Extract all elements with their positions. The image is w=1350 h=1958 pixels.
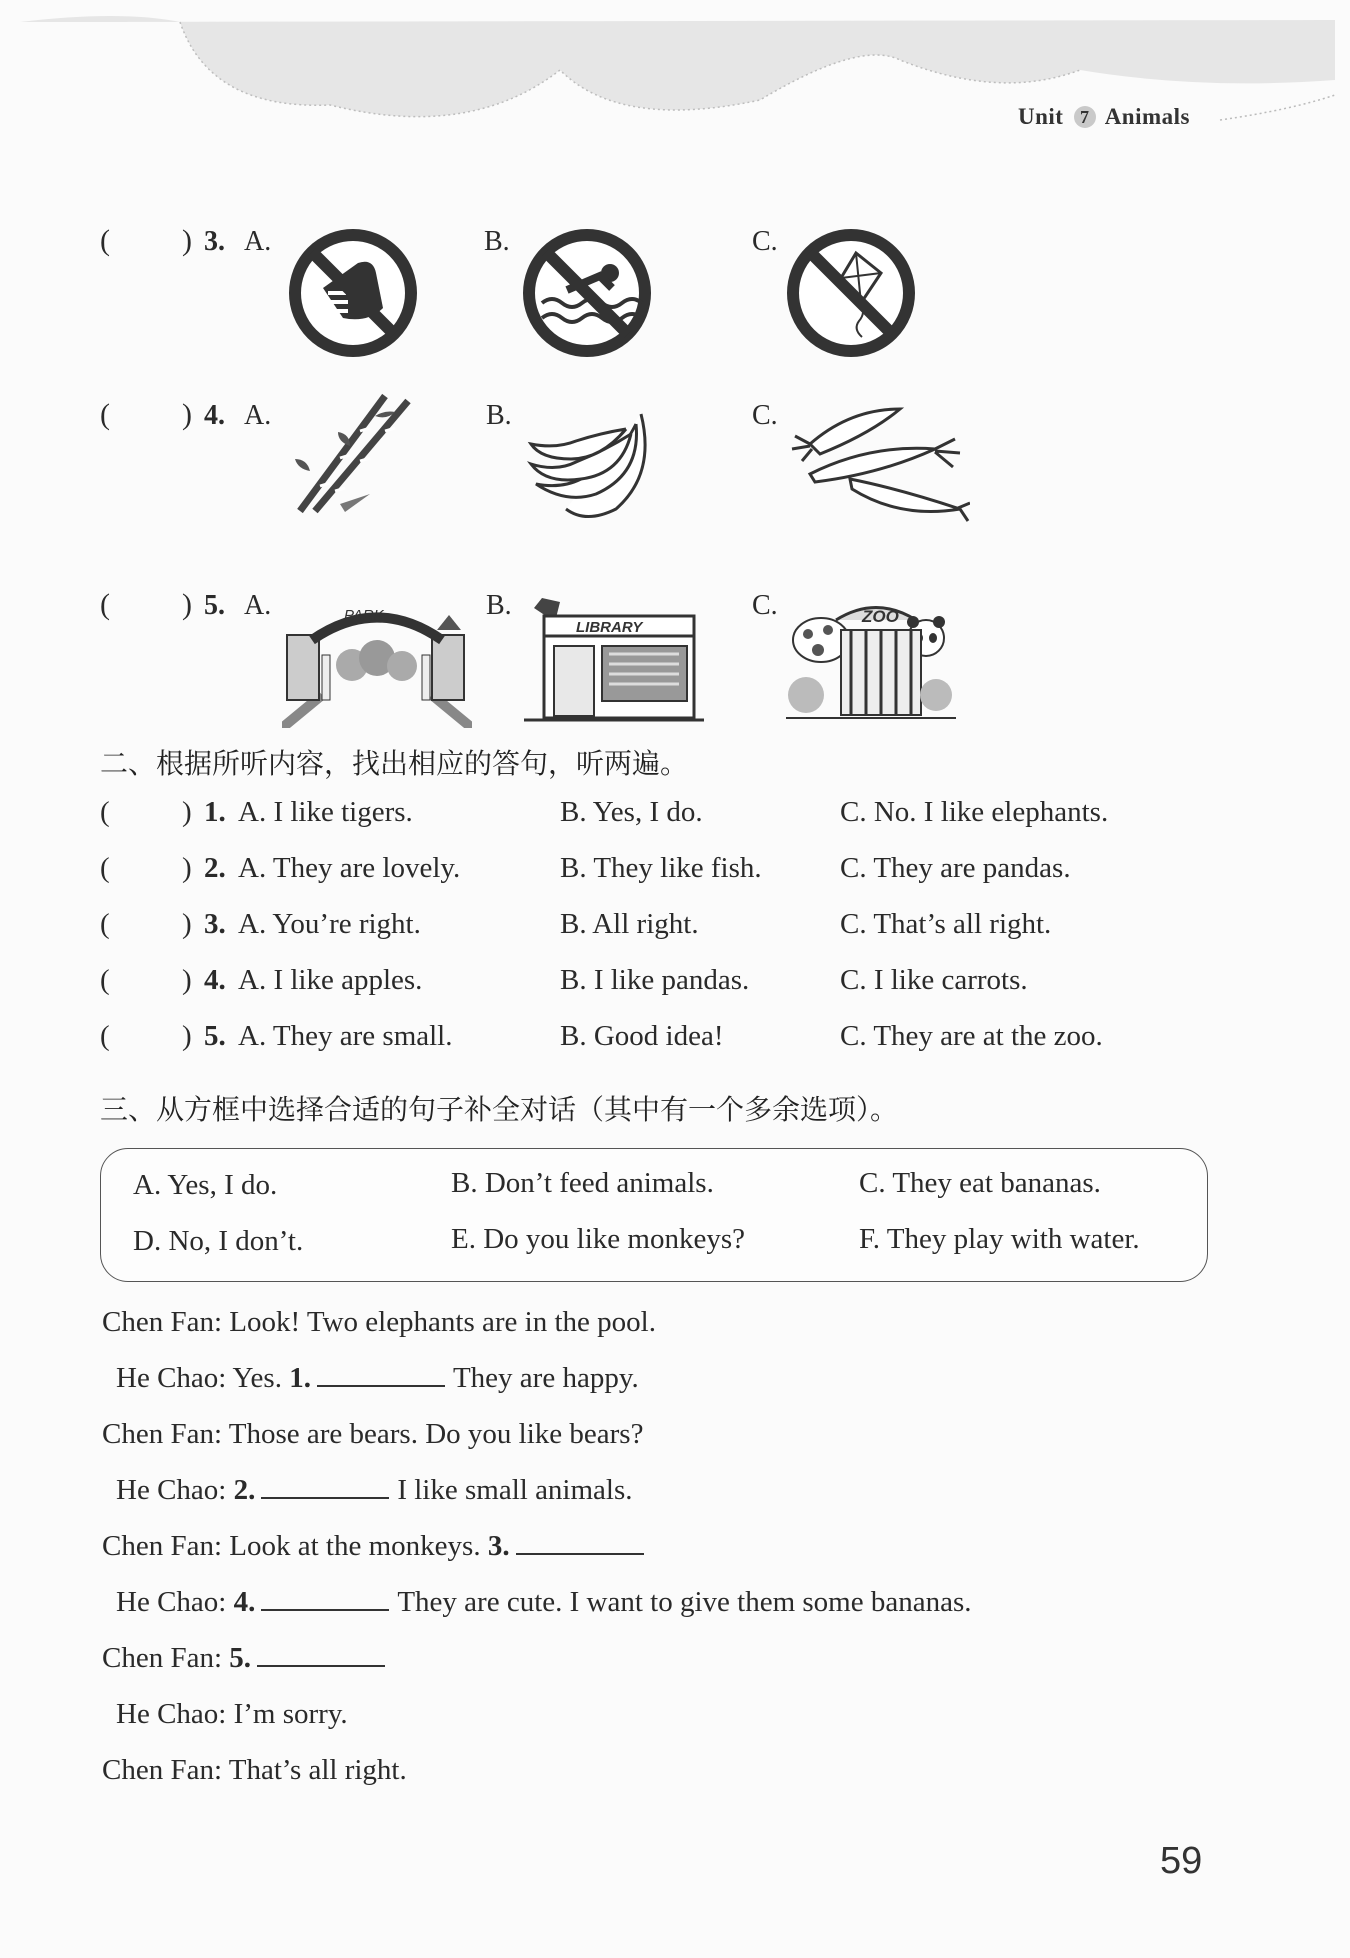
answer-blank[interactable] xyxy=(261,1475,389,1499)
zoo-sign-text: ZOO xyxy=(862,607,899,626)
option-c: C. I like carrots. xyxy=(840,964,1028,996)
dialogue-text: Yes. xyxy=(232,1362,290,1394)
library-sign-text: LIBRARY xyxy=(576,619,643,636)
answer-row xyxy=(0,852,1350,892)
option-a: A. They are lovely. xyxy=(238,852,461,884)
answer-paren-close: ) xyxy=(182,1020,192,1052)
blank-number: 3. xyxy=(487,1530,510,1562)
blank-number: 1. xyxy=(289,1362,311,1394)
unit-label: Unit xyxy=(1018,104,1064,129)
answer-paren-close: ) xyxy=(182,588,192,621)
dialogue-line xyxy=(102,1754,407,1787)
blank-number: 2. xyxy=(233,1474,256,1506)
no-feeding-sign-icon xyxy=(288,228,418,358)
answer-row xyxy=(0,1020,1350,1060)
answer-paren-open: ( xyxy=(100,588,110,621)
answer-paren-open: ( xyxy=(100,1020,110,1052)
speaker-name: He Chao: xyxy=(116,1362,233,1394)
option-b-label: B. xyxy=(486,400,512,431)
answer-paren-open: ( xyxy=(100,852,110,884)
question-number: 3. xyxy=(204,908,226,940)
speaker-name: Chen Fan: xyxy=(102,1642,230,1674)
option-a-label: A. xyxy=(244,400,272,431)
dialogue-text: They are cute. I want to give them some bananas. xyxy=(397,1586,972,1618)
dialogue-line xyxy=(102,1418,643,1451)
dialogue-text: They are happy. xyxy=(452,1362,639,1394)
answer-blank[interactable] xyxy=(516,1531,644,1555)
option-b: B. They like fish. xyxy=(560,852,762,884)
option-b: B. Yes, I do. xyxy=(560,796,703,828)
option-a: A. I like tigers. xyxy=(238,796,413,828)
answer-row xyxy=(0,796,1350,836)
option-a: A. I like apples. xyxy=(238,964,423,996)
carrots-picture-icon xyxy=(790,404,970,524)
answer-paren-close: ) xyxy=(182,398,192,431)
question-number: 2. xyxy=(204,852,226,884)
dialogue-line xyxy=(102,1642,393,1675)
park-sign-text: PARK xyxy=(344,607,384,624)
answer-paren-open: ( xyxy=(100,964,110,996)
answer-row xyxy=(0,908,1350,948)
choice-f: F. They play with water. xyxy=(859,1223,1140,1255)
section-title-part3: 三、从方框中选择合适的句子补全对话（其中有一个多余选项）。 xyxy=(100,1093,899,1126)
dialogue-line xyxy=(102,1530,652,1563)
answer-paren-close: ) xyxy=(182,852,192,884)
speaker-name: He Chao: xyxy=(116,1698,234,1730)
park-gate-picture-icon xyxy=(282,600,472,728)
unit-header xyxy=(1018,104,1190,130)
question-number: 1. xyxy=(204,796,226,828)
option-b-label: B. xyxy=(484,226,510,257)
blank-number: 5. xyxy=(229,1642,252,1674)
option-c-label: C. xyxy=(752,590,778,621)
option-c: C. They are at the zoo. xyxy=(840,1020,1103,1052)
speaker-name: Chen Fan: xyxy=(102,1306,230,1338)
option-b: B. All right. xyxy=(560,908,699,940)
dialogue-line xyxy=(102,1306,656,1339)
option-b-label: B. xyxy=(486,590,512,621)
option-a: A. You’re right. xyxy=(238,908,421,940)
answer-paren-open: ( xyxy=(100,398,110,431)
answer-row xyxy=(0,964,1350,1004)
answer-paren-close: ) xyxy=(182,908,192,940)
choices-box xyxy=(100,1148,1208,1282)
section-title-part2: 二、根据所听内容，找出相应的答句，听两遍。 xyxy=(100,747,689,780)
dialogue-text: I’m sorry. xyxy=(233,1698,348,1730)
question-number: 5. xyxy=(204,1020,226,1052)
dialogue-text: Look at the monkeys. xyxy=(229,1530,488,1562)
answer-paren-open: ( xyxy=(100,908,110,940)
speaker-name: Chen Fan: xyxy=(102,1418,229,1450)
dialogue-line xyxy=(116,1586,972,1619)
speaker-name: Chen Fan: xyxy=(102,1530,230,1562)
answer-blank[interactable] xyxy=(257,1643,385,1667)
unit-title: Animals xyxy=(1104,104,1190,129)
library-building-picture-icon xyxy=(524,596,704,726)
answer-paren-open: ( xyxy=(100,796,110,828)
bamboo-picture-icon xyxy=(290,386,420,516)
choice-c: C. They eat bananas. xyxy=(859,1167,1101,1199)
blank-number: 4. xyxy=(233,1586,256,1618)
option-a-label: A. xyxy=(244,226,272,257)
option-c-label: C. xyxy=(752,400,778,431)
option-c-label: C. xyxy=(752,226,778,257)
option-b: B. Good idea! xyxy=(560,1020,724,1052)
zoo-gate-picture-icon xyxy=(786,600,956,725)
question-number: 4. xyxy=(204,400,225,431)
option-c: C. They are pandas. xyxy=(840,852,1071,884)
question-number: 3. xyxy=(204,226,225,257)
speaker-name: Chen Fan: xyxy=(102,1754,229,1786)
dialogue-text: That’s all right. xyxy=(228,1754,407,1786)
no-swimming-sign-icon xyxy=(522,228,652,358)
answer-paren-close: ) xyxy=(182,796,192,828)
page-number: 59 xyxy=(1160,1840,1203,1882)
option-b: B. I like pandas. xyxy=(560,964,750,996)
choice-a: A. Yes, I do. xyxy=(133,1169,278,1201)
unit-number-badge: 7 xyxy=(1074,106,1096,128)
answer-paren-open: ( xyxy=(100,224,110,257)
option-c: C. That’s all right. xyxy=(840,908,1052,940)
answer-blank[interactable] xyxy=(317,1363,445,1387)
dialogue-text: Look! Two elephants are in the pool. xyxy=(229,1306,656,1338)
option-a: A. They are small. xyxy=(238,1020,453,1052)
choice-b: B. Don’t feed animals. xyxy=(451,1167,714,1199)
choice-d: D. No, I don’t. xyxy=(133,1225,304,1257)
dialogue-text: Those are bears. Do you like bears? xyxy=(228,1418,644,1450)
cloud-header-decoration xyxy=(0,0,1350,160)
dialogue-line xyxy=(116,1698,348,1731)
dialogue-line xyxy=(116,1474,633,1507)
option-a-label: A. xyxy=(244,590,272,621)
dialogue-text: I like small animals. xyxy=(397,1474,633,1506)
dialogue-line xyxy=(116,1362,639,1395)
speaker-name: He Chao: xyxy=(116,1474,234,1506)
answer-paren-close: ) xyxy=(182,964,192,996)
answer-paren-close: ) xyxy=(182,224,192,257)
choice-e: E. Do you like monkeys? xyxy=(451,1223,745,1255)
bananas-picture-icon xyxy=(526,404,656,524)
no-kite-flying-sign-icon xyxy=(786,228,916,358)
question-number: 5. xyxy=(204,590,225,621)
answer-blank[interactable] xyxy=(261,1587,389,1611)
option-c: C. No. I like elephants. xyxy=(840,796,1109,828)
question-number: 4. xyxy=(204,964,226,996)
speaker-name: He Chao: xyxy=(116,1586,234,1618)
